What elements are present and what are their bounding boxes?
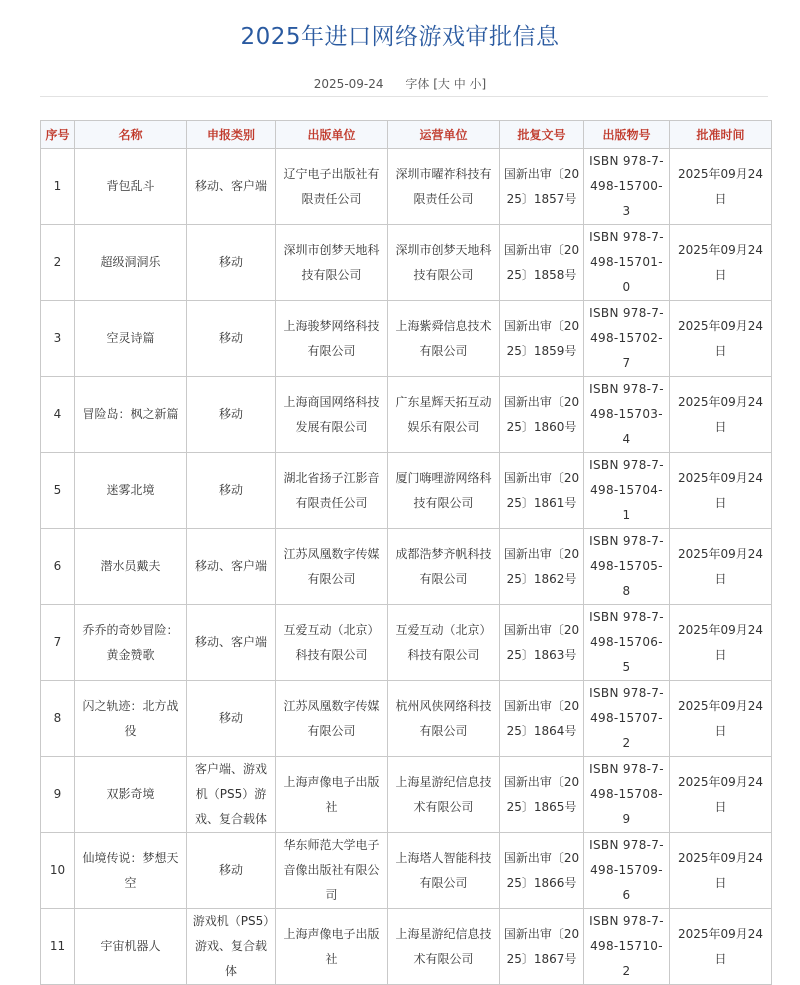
cell-category: 游戏机（PS5）游戏、复合载体 bbox=[187, 909, 276, 985]
column-header-operator: 运营单位 bbox=[388, 121, 500, 149]
cell-approval-date: 2025年09月24日 bbox=[670, 605, 772, 681]
cell-operator: 成都浩梦齐帆科技有限公司 bbox=[388, 529, 500, 605]
table-row bbox=[41, 225, 772, 301]
cell-isbn: ISBN 978-7-498-15702-7 bbox=[584, 301, 670, 377]
column-header-name: 名称 bbox=[75, 121, 187, 149]
table-row bbox=[41, 909, 772, 985]
cell-operator: 上海星游纪信息技术有限公司 bbox=[388, 757, 500, 833]
table-header-row bbox=[41, 121, 772, 149]
approval-table bbox=[40, 120, 772, 985]
table-row bbox=[41, 377, 772, 453]
cell-approval-date: 2025年09月24日 bbox=[670, 377, 772, 453]
cell-category: 客户端、游戏机（PS5）游戏、复合载体 bbox=[187, 757, 276, 833]
cell-approval-no: 国新出审〔2025〕1867号 bbox=[500, 909, 584, 985]
cell-approval-date: 2025年09月24日 bbox=[670, 833, 772, 909]
column-header-publisher: 出版单位 bbox=[276, 121, 388, 149]
cell-approval-no: 国新出审〔2025〕1863号 bbox=[500, 605, 584, 681]
cell-name: 空灵诗篇 bbox=[75, 301, 187, 377]
cell-publisher: 辽宁电子出版社有限责任公司 bbox=[276, 149, 388, 225]
article-meta bbox=[0, 75, 800, 92]
cell-seq: 9 bbox=[41, 757, 75, 833]
cell-approval-no: 国新出审〔2025〕1857号 bbox=[500, 149, 584, 225]
cell-seq: 2 bbox=[41, 225, 75, 301]
column-header-seq: 序号 bbox=[41, 121, 75, 149]
cell-category: 移动 bbox=[187, 453, 276, 529]
cell-approval-no: 国新出审〔2025〕1858号 bbox=[500, 225, 584, 301]
column-header-category: 申报类别 bbox=[187, 121, 276, 149]
cell-name: 双影奇境 bbox=[75, 757, 187, 833]
table-row bbox=[41, 301, 772, 377]
cell-isbn: ISBN 978-7-498-15706-5 bbox=[584, 605, 670, 681]
page-title: 2025年进口网络游戏审批信息 bbox=[240, 24, 560, 50]
cell-approval-date: 2025年09月24日 bbox=[670, 909, 772, 985]
cell-name: 冒险岛：枫之新篇 bbox=[75, 377, 187, 453]
cell-approval-date: 2025年09月24日 bbox=[670, 681, 772, 757]
cell-name: 超级洞洞乐 bbox=[75, 225, 187, 301]
cell-name: 宇宙机器人 bbox=[75, 909, 187, 985]
cell-seq: 4 bbox=[41, 377, 75, 453]
cell-isbn: ISBN 978-7-498-15709-6 bbox=[584, 833, 670, 909]
cell-seq: 7 bbox=[41, 605, 75, 681]
cell-operator: 上海紫舜信息技术有限公司 bbox=[388, 301, 500, 377]
cell-approval-no: 国新出审〔2025〕1859号 bbox=[500, 301, 584, 377]
cell-approval-no: 国新出审〔2025〕1864号 bbox=[500, 681, 584, 757]
cell-approval-no: 国新出审〔2025〕1866号 bbox=[500, 833, 584, 909]
cell-approval-date: 2025年09月24日 bbox=[670, 301, 772, 377]
cell-publisher: 上海声像电子出版社 bbox=[276, 757, 388, 833]
cell-category: 移动、客户端 bbox=[187, 605, 276, 681]
cell-name: 闪之轨迹：北方战役 bbox=[75, 681, 187, 757]
cell-operator: 深圳市创梦天地科技有限公司 bbox=[388, 225, 500, 301]
font-size-options[interactable]: [大 中 小] bbox=[433, 77, 487, 91]
font-size-label: 字体 bbox=[405, 77, 430, 91]
cell-publisher: 深圳市创梦天地科技有限公司 bbox=[276, 225, 388, 301]
column-header-approval-date: 批准时间 bbox=[670, 121, 772, 149]
table-row bbox=[41, 529, 772, 605]
column-header-approval-no: 批复文号 bbox=[500, 121, 584, 149]
cell-category: 移动 bbox=[187, 301, 276, 377]
cell-name: 背包乱斗 bbox=[75, 149, 187, 225]
cell-approval-no: 国新出审〔2025〕1862号 bbox=[500, 529, 584, 605]
cell-operator: 广东星辉天拓互动娱乐有限公司 bbox=[388, 377, 500, 453]
publish-date: 2025-09-24 bbox=[313, 77, 384, 91]
cell-name: 潜水员戴夫 bbox=[75, 529, 187, 605]
cell-publisher: 上海声像电子出版社 bbox=[276, 909, 388, 985]
cell-seq: 8 bbox=[41, 681, 75, 757]
cell-isbn: ISBN 978-7-498-15700-3 bbox=[584, 149, 670, 225]
cell-operator: 深圳市曜祚科技有限责任公司 bbox=[388, 149, 500, 225]
cell-operator: 上海星游纪信息技术有限公司 bbox=[388, 909, 500, 985]
cell-publisher: 江苏凤凰数字传媒有限公司 bbox=[276, 681, 388, 757]
cell-category: 移动、客户端 bbox=[187, 149, 276, 225]
cell-category: 移动 bbox=[187, 833, 276, 909]
cell-operator: 杭州风侠网络科技有限公司 bbox=[388, 681, 500, 757]
table-row bbox=[41, 453, 772, 529]
cell-publisher: 上海商国网络科技发展有限公司 bbox=[276, 377, 388, 453]
table-body bbox=[41, 149, 772, 985]
cell-seq: 11 bbox=[41, 909, 75, 985]
cell-operator: 互爱互动（北京）科技有限公司 bbox=[388, 605, 500, 681]
cell-seq: 3 bbox=[41, 301, 75, 377]
cell-isbn: ISBN 978-7-498-15704-1 bbox=[584, 453, 670, 529]
table-row bbox=[41, 605, 772, 681]
cell-publisher: 互爱互动（北京）科技有限公司 bbox=[276, 605, 388, 681]
cell-approval-date: 2025年09月24日 bbox=[670, 453, 772, 529]
cell-isbn: ISBN 978-7-498-15703-4 bbox=[584, 377, 670, 453]
cell-seq: 6 bbox=[41, 529, 75, 605]
table-row bbox=[41, 681, 772, 757]
cell-seq: 10 bbox=[41, 833, 75, 909]
cell-seq: 5 bbox=[41, 453, 75, 529]
cell-approval-no: 国新出审〔2025〕1865号 bbox=[500, 757, 584, 833]
column-header-isbn: 出版物号 bbox=[584, 121, 670, 149]
cell-name: 迷雾北境 bbox=[75, 453, 187, 529]
cell-isbn: ISBN 978-7-498-15707-2 bbox=[584, 681, 670, 757]
cell-seq: 1 bbox=[41, 149, 75, 225]
cell-operator: 上海塔人智能科技有限公司 bbox=[388, 833, 500, 909]
cell-category: 移动、客户端 bbox=[187, 529, 276, 605]
cell-category: 移动 bbox=[187, 225, 276, 301]
cell-publisher: 江苏凤凰数字传媒有限公司 bbox=[276, 529, 388, 605]
table-row bbox=[41, 833, 772, 909]
cell-isbn: ISBN 978-7-498-15710-2 bbox=[584, 909, 670, 985]
cell-category: 移动 bbox=[187, 377, 276, 453]
cell-publisher: 华东师范大学电子音像出版社有限公司 bbox=[276, 833, 388, 909]
cell-isbn: ISBN 978-7-498-15701-0 bbox=[584, 225, 670, 301]
cell-name: 仙境传说：梦想天空 bbox=[75, 833, 187, 909]
cell-approval-date: 2025年09月24日 bbox=[670, 225, 772, 301]
cell-name: 乔乔的奇妙冒险：黄金赞歌 bbox=[75, 605, 187, 681]
cell-publisher: 上海骏梦网络科技有限公司 bbox=[276, 301, 388, 377]
cell-approval-no: 国新出审〔2025〕1861号 bbox=[500, 453, 584, 529]
table-row bbox=[41, 149, 772, 225]
cell-publisher: 湖北省扬子江影音有限责任公司 bbox=[276, 453, 388, 529]
cell-approval-date: 2025年09月24日 bbox=[670, 529, 772, 605]
cell-approval-date: 2025年09月24日 bbox=[670, 149, 772, 225]
cell-isbn: ISBN 978-7-498-15708-9 bbox=[584, 757, 670, 833]
cell-approval-date: 2025年09月24日 bbox=[670, 757, 772, 833]
cell-category: 移动 bbox=[187, 681, 276, 757]
cell-operator: 厦门嗨哩游网络科技有限公司 bbox=[388, 453, 500, 529]
table-row bbox=[41, 757, 772, 833]
cell-approval-no: 国新出审〔2025〕1860号 bbox=[500, 377, 584, 453]
cell-isbn: ISBN 978-7-498-15705-8 bbox=[584, 529, 670, 605]
title-divider bbox=[40, 96, 768, 97]
